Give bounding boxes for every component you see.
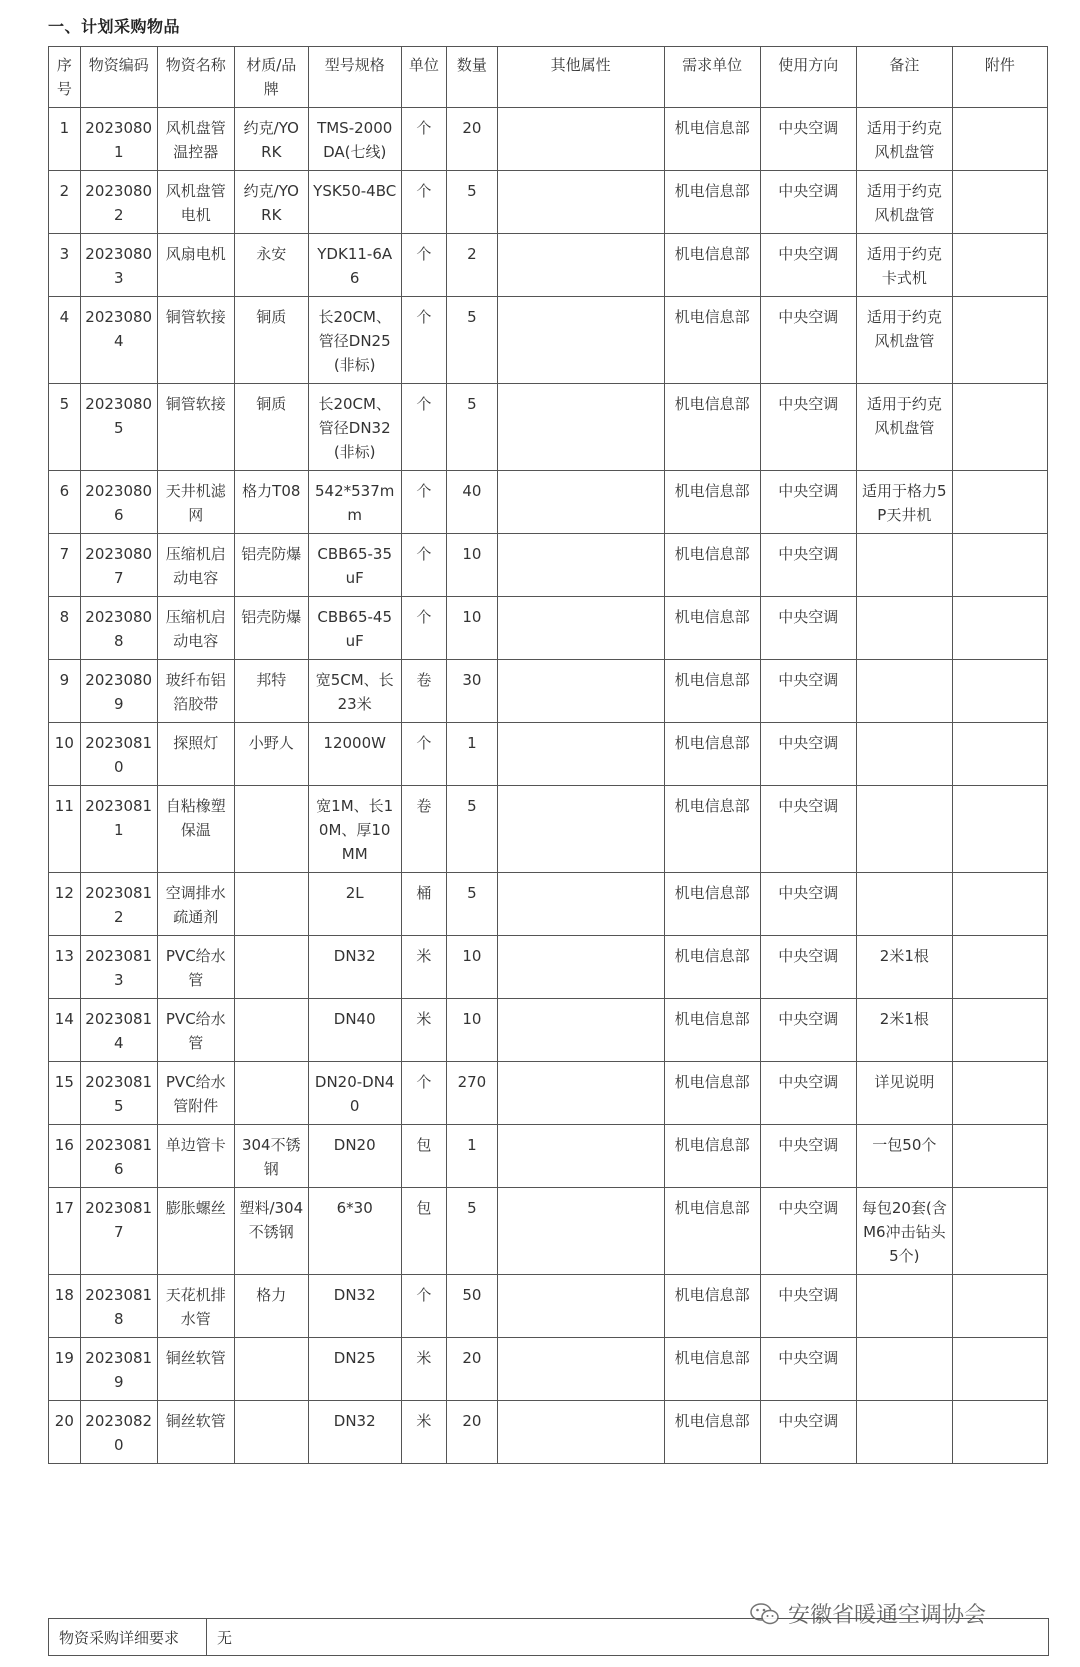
cell-brand <box>234 936 308 999</box>
cell-brand <box>234 1338 308 1401</box>
cell-dept: 机电信息部 <box>664 471 760 534</box>
table-row <box>49 1188 1048 1275</box>
cell-code: 20230801 <box>80 108 157 171</box>
cell-index: 14 <box>49 999 81 1062</box>
cell-dept: 机电信息部 <box>664 234 760 297</box>
cell-remark: 适用于约克卡式机 <box>856 234 952 297</box>
cell-dept: 机电信息部 <box>664 660 760 723</box>
section-title: 一、计划采购物品 <box>48 17 181 36</box>
cell-usage: 中央空调 <box>760 471 856 534</box>
cell-spec: YSK50-4BC <box>308 171 401 234</box>
cell-dept: 机电信息部 <box>664 171 760 234</box>
cell-remark <box>856 1338 952 1401</box>
cell-remark <box>856 786 952 873</box>
cell-code: 20230819 <box>80 1338 157 1401</box>
col-header-unit: 单位 <box>401 47 446 108</box>
cell-spec: DN40 <box>308 999 401 1062</box>
cell-code: 20230820 <box>80 1401 157 1464</box>
cell-name: 压缩机启动电容 <box>157 534 234 597</box>
cell-usage: 中央空调 <box>760 1401 856 1464</box>
cell-name: 压缩机启动电容 <box>157 597 234 660</box>
cell-dept: 机电信息部 <box>664 384 760 471</box>
cell-other <box>497 1338 664 1401</box>
cell-brand <box>234 786 308 873</box>
cell-qty: 50 <box>447 1275 498 1338</box>
col-header-usage: 使用方向 <box>760 47 856 108</box>
cell-index: 16 <box>49 1125 81 1188</box>
cell-spec: CBB65-35uF <box>308 534 401 597</box>
cell-spec: DN32 <box>308 936 401 999</box>
cell-remark: 详见说明 <box>856 1062 952 1125</box>
cell-name: 探照灯 <box>157 723 234 786</box>
cell-name: 玻纤布铝箔胶带 <box>157 660 234 723</box>
cell-unit: 包 <box>401 1188 446 1275</box>
cell-remark: 2米1根 <box>856 999 952 1062</box>
cell-attachment <box>952 786 1047 873</box>
cell-code: 20230805 <box>80 384 157 471</box>
cell-attachment <box>952 1275 1047 1338</box>
cell-brand: 永安 <box>234 234 308 297</box>
cell-dept: 机电信息部 <box>664 1188 760 1275</box>
cell-attachment <box>952 1125 1047 1188</box>
cell-remark <box>856 873 952 936</box>
cell-unit: 个 <box>401 108 446 171</box>
cell-qty: 5 <box>447 171 498 234</box>
cell-name: 单边管卡 <box>157 1125 234 1188</box>
cell-spec: 6*30 <box>308 1188 401 1275</box>
table-row <box>49 1401 1048 1464</box>
cell-index: 7 <box>49 534 81 597</box>
cell-qty: 1 <box>447 723 498 786</box>
table-row <box>49 471 1048 534</box>
cell-index: 12 <box>49 873 81 936</box>
cell-remark: 适用于约克风机盘管 <box>856 297 952 384</box>
cell-qty: 10 <box>447 999 498 1062</box>
cell-index: 4 <box>49 297 81 384</box>
cell-code: 20230806 <box>80 471 157 534</box>
cell-unit: 个 <box>401 1275 446 1338</box>
table-row <box>49 534 1048 597</box>
cell-other <box>497 534 664 597</box>
cell-code: 20230816 <box>80 1125 157 1188</box>
cell-usage: 中央空调 <box>760 999 856 1062</box>
cell-name: 膨胀螺丝 <box>157 1188 234 1275</box>
cell-brand: 约克/YORK <box>234 171 308 234</box>
cell-remark <box>856 723 952 786</box>
cell-spec: DN25 <box>308 1338 401 1401</box>
cell-remark: 适用于格力5P天井机 <box>856 471 952 534</box>
cell-brand: 304不锈钢 <box>234 1125 308 1188</box>
cell-attachment <box>952 936 1047 999</box>
cell-spec: 542*537mm <box>308 471 401 534</box>
cell-attachment <box>952 597 1047 660</box>
table-row <box>49 1338 1048 1401</box>
cell-name: 铜丝软管 <box>157 1401 234 1464</box>
table-row <box>49 108 1048 171</box>
cell-index: 1 <box>49 108 81 171</box>
cell-name: 铜丝软管 <box>157 1338 234 1401</box>
cell-remark: 适用于约克风机盘管 <box>856 171 952 234</box>
cell-code: 20230812 <box>80 873 157 936</box>
cell-brand: 格力 <box>234 1275 308 1338</box>
cell-other <box>497 384 664 471</box>
cell-code: 20230815 <box>80 1062 157 1125</box>
cell-usage: 中央空调 <box>760 108 856 171</box>
cell-qty: 5 <box>447 1188 498 1275</box>
cell-unit: 米 <box>401 936 446 999</box>
cell-attachment <box>952 534 1047 597</box>
cell-name: 风机盘管电机 <box>157 171 234 234</box>
table-row <box>49 1275 1048 1338</box>
col-header-dept: 需求单位 <box>664 47 760 108</box>
cell-usage: 中央空调 <box>760 936 856 999</box>
cell-attachment <box>952 999 1047 1062</box>
cell-code: 20230803 <box>80 234 157 297</box>
cell-dept: 机电信息部 <box>664 1125 760 1188</box>
col-header-name: 物资名称 <box>157 47 234 108</box>
col-header-qty: 数量 <box>447 47 498 108</box>
cell-usage: 中央空调 <box>760 1062 856 1125</box>
cell-dept: 机电信息部 <box>664 786 760 873</box>
col-header-spec: 型号规格 <box>308 47 401 108</box>
cell-spec: CBB65-45uF <box>308 597 401 660</box>
cell-usage: 中央空调 <box>760 534 856 597</box>
cell-index: 6 <box>49 471 81 534</box>
cell-spec: 2L <box>308 873 401 936</box>
cell-usage: 中央空调 <box>760 723 856 786</box>
cell-other <box>497 999 664 1062</box>
cell-unit: 米 <box>401 999 446 1062</box>
cell-qty: 5 <box>447 873 498 936</box>
cell-code: 20230808 <box>80 597 157 660</box>
table-row <box>49 1062 1048 1125</box>
cell-name: 天花机排水管 <box>157 1275 234 1338</box>
cell-unit: 个 <box>401 534 446 597</box>
cell-dept: 机电信息部 <box>664 597 760 660</box>
cell-other <box>497 297 664 384</box>
cell-qty: 10 <box>447 936 498 999</box>
cell-index: 9 <box>49 660 81 723</box>
cell-qty: 20 <box>447 108 498 171</box>
table-row <box>49 723 1048 786</box>
cell-brand <box>234 1062 308 1125</box>
cell-attachment <box>952 1338 1047 1401</box>
cell-code: 20230811 <box>80 786 157 873</box>
table-row <box>49 999 1048 1062</box>
cell-name: 铜管软接 <box>157 297 234 384</box>
cell-unit: 个 <box>401 234 446 297</box>
cell-usage: 中央空调 <box>760 597 856 660</box>
cell-unit: 个 <box>401 597 446 660</box>
cell-spec: DN20 <box>308 1125 401 1188</box>
cell-remark: 2米1根 <box>856 936 952 999</box>
cell-index: 3 <box>49 234 81 297</box>
cell-name: 铜管软接 <box>157 384 234 471</box>
table-row <box>49 597 1048 660</box>
cell-remark: 一包50个 <box>856 1125 952 1188</box>
cell-spec: YDK11-6A6 <box>308 234 401 297</box>
table-row <box>49 786 1048 873</box>
cell-brand: 铜质 <box>234 384 308 471</box>
cell-remark <box>856 597 952 660</box>
cell-qty: 270 <box>447 1062 498 1125</box>
cell-other <box>497 471 664 534</box>
cell-other <box>497 723 664 786</box>
cell-index: 18 <box>49 1275 81 1338</box>
cell-index: 17 <box>49 1188 81 1275</box>
cell-index: 13 <box>49 936 81 999</box>
cell-other <box>497 171 664 234</box>
col-header-attachment: 附件 <box>952 47 1047 108</box>
cell-index: 19 <box>49 1338 81 1401</box>
cell-code: 20230802 <box>80 171 157 234</box>
cell-usage: 中央空调 <box>760 1275 856 1338</box>
cell-brand <box>234 999 308 1062</box>
cell-brand: 塑料/304不锈钢 <box>234 1188 308 1275</box>
cell-remark <box>856 660 952 723</box>
requirements-row <box>49 1619 1049 1656</box>
cell-attachment <box>952 384 1047 471</box>
cell-spec: 宽5CM、长23米 <box>308 660 401 723</box>
cell-unit: 包 <box>401 1125 446 1188</box>
cell-unit: 米 <box>401 1401 446 1464</box>
cell-code: 20230804 <box>80 297 157 384</box>
table-row <box>49 384 1048 471</box>
col-header-remark: 备注 <box>856 47 952 108</box>
cell-attachment <box>952 1188 1047 1275</box>
cell-spec: 长20CM、管径DN25(非标) <box>308 297 401 384</box>
cell-other <box>497 1401 664 1464</box>
cell-remark <box>856 1275 952 1338</box>
cell-remark <box>856 1401 952 1464</box>
cell-other <box>497 660 664 723</box>
cell-spec: DN32 <box>308 1275 401 1338</box>
table-header-row <box>49 47 1048 108</box>
cell-attachment <box>952 1062 1047 1125</box>
cell-attachment <box>952 723 1047 786</box>
cell-index: 20 <box>49 1401 81 1464</box>
cell-qty: 20 <box>447 1401 498 1464</box>
cell-qty: 30 <box>447 660 498 723</box>
cell-qty: 10 <box>447 534 498 597</box>
requirements-table <box>48 1618 1049 1656</box>
cell-other <box>497 1125 664 1188</box>
table-row <box>49 1125 1048 1188</box>
cell-code: 20230809 <box>80 660 157 723</box>
watermark-text: 安徽省暖通空调协会 <box>788 1603 987 1628</box>
cell-other <box>497 234 664 297</box>
cell-dept: 机电信息部 <box>664 297 760 384</box>
cell-unit: 个 <box>401 297 446 384</box>
cell-usage: 中央空调 <box>760 1188 856 1275</box>
cell-attachment <box>952 297 1047 384</box>
cell-spec: DN20-DN40 <box>308 1062 401 1125</box>
cell-unit: 个 <box>401 471 446 534</box>
cell-other <box>497 597 664 660</box>
cell-remark: 适用于约克风机盘管 <box>856 384 952 471</box>
table-row <box>49 873 1048 936</box>
cell-spec: DN32 <box>308 1401 401 1464</box>
cell-unit: 个 <box>401 723 446 786</box>
cell-usage: 中央空调 <box>760 786 856 873</box>
cell-dept: 机电信息部 <box>664 936 760 999</box>
cell-brand: 铝壳防爆 <box>234 597 308 660</box>
cell-other <box>497 873 664 936</box>
cell-code: 20230814 <box>80 999 157 1062</box>
cell-code: 20230818 <box>80 1275 157 1338</box>
cell-usage: 中央空调 <box>760 1125 856 1188</box>
cell-dept: 机电信息部 <box>664 723 760 786</box>
cell-unit: 个 <box>401 1062 446 1125</box>
cell-spec: 宽1M、长10M、厚10MM <box>308 786 401 873</box>
cell-spec: 长20CM、管径DN32(非标) <box>308 384 401 471</box>
cell-dept: 机电信息部 <box>664 873 760 936</box>
col-header-brand: 材质/品牌 <box>234 47 308 108</box>
cell-name: 自粘橡塑保温 <box>157 786 234 873</box>
cell-dept: 机电信息部 <box>664 534 760 597</box>
cell-name: 风机盘管温控器 <box>157 108 234 171</box>
table-row <box>49 660 1048 723</box>
cell-dept: 机电信息部 <box>664 1401 760 1464</box>
cell-index: 10 <box>49 723 81 786</box>
cell-usage: 中央空调 <box>760 171 856 234</box>
col-header-index: 序号 <box>49 47 81 108</box>
cell-spec: TMS-2000DA(七线) <box>308 108 401 171</box>
cell-brand <box>234 873 308 936</box>
cell-qty: 5 <box>447 786 498 873</box>
cell-attachment <box>952 234 1047 297</box>
cell-unit: 米 <box>401 1338 446 1401</box>
cell-attachment <box>952 108 1047 171</box>
cell-name: 天井机滤网 <box>157 471 234 534</box>
cell-index: 11 <box>49 786 81 873</box>
cell-other <box>497 108 664 171</box>
requirements-value: 无 <box>207 1619 1049 1656</box>
col-header-other: 其他属性 <box>497 47 664 108</box>
cell-attachment <box>952 660 1047 723</box>
cell-usage: 中央空调 <box>760 660 856 723</box>
cell-usage: 中央空调 <box>760 384 856 471</box>
cell-brand: 铝壳防爆 <box>234 534 308 597</box>
cell-unit: 卷 <box>401 786 446 873</box>
cell-dept: 机电信息部 <box>664 108 760 171</box>
cell-name: PVC给水管附件 <box>157 1062 234 1125</box>
cell-brand: 小野人 <box>234 723 308 786</box>
cell-attachment <box>952 171 1047 234</box>
cell-other <box>497 1062 664 1125</box>
cell-code: 20230807 <box>80 534 157 597</box>
col-header-code: 物资编码 <box>80 47 157 108</box>
cell-qty: 20 <box>447 1338 498 1401</box>
table-row <box>49 297 1048 384</box>
cell-brand: 格力T08 <box>234 471 308 534</box>
cell-other <box>497 1188 664 1275</box>
cell-remark: 适用于约克风机盘管 <box>856 108 952 171</box>
requirements-label: 物资采购详细要求 <box>49 1619 207 1656</box>
cell-other <box>497 1275 664 1338</box>
cell-qty: 10 <box>447 597 498 660</box>
cell-name: PVC给水管 <box>157 999 234 1062</box>
cell-usage: 中央空调 <box>760 873 856 936</box>
cell-qty: 5 <box>447 384 498 471</box>
cell-name: PVC给水管 <box>157 936 234 999</box>
cell-attachment <box>952 873 1047 936</box>
cell-dept: 机电信息部 <box>664 1338 760 1401</box>
cell-index: 8 <box>49 597 81 660</box>
cell-code: 20230817 <box>80 1188 157 1275</box>
cell-attachment <box>952 1401 1047 1464</box>
cell-usage: 中央空调 <box>760 297 856 384</box>
cell-unit: 个 <box>401 171 446 234</box>
cell-code: 20230813 <box>80 936 157 999</box>
cell-unit: 卷 <box>401 660 446 723</box>
cell-brand: 铜质 <box>234 297 308 384</box>
cell-qty: 5 <box>447 297 498 384</box>
table-row <box>49 936 1048 999</box>
table-row <box>49 171 1048 234</box>
cell-name: 空调排水疏通剂 <box>157 873 234 936</box>
table-row <box>49 234 1048 297</box>
cell-index: 5 <box>49 384 81 471</box>
cell-usage: 中央空调 <box>760 234 856 297</box>
cell-dept: 机电信息部 <box>664 1275 760 1338</box>
cell-index: 15 <box>49 1062 81 1125</box>
cell-usage: 中央空调 <box>760 1338 856 1401</box>
cell-dept: 机电信息部 <box>664 999 760 1062</box>
procurement-table <box>48 46 1048 1464</box>
cell-other <box>497 936 664 999</box>
cell-qty: 1 <box>447 1125 498 1188</box>
cell-index: 2 <box>49 171 81 234</box>
cell-spec: 12000W <box>308 723 401 786</box>
cell-qty: 2 <box>447 234 498 297</box>
cell-brand: 约克/YORK <box>234 108 308 171</box>
cell-remark <box>856 534 952 597</box>
cell-name: 风扇电机 <box>157 234 234 297</box>
cell-qty: 40 <box>447 471 498 534</box>
cell-attachment <box>952 471 1047 534</box>
cell-brand <box>234 1401 308 1464</box>
cell-unit: 桶 <box>401 873 446 936</box>
cell-remark: 每包20套(含M6冲击钻头5个) <box>856 1188 952 1275</box>
cell-dept: 机电信息部 <box>664 1062 760 1125</box>
cell-brand: 邦特 <box>234 660 308 723</box>
cell-unit: 个 <box>401 384 446 471</box>
cell-code: 20230810 <box>80 723 157 786</box>
cell-other <box>497 786 664 873</box>
